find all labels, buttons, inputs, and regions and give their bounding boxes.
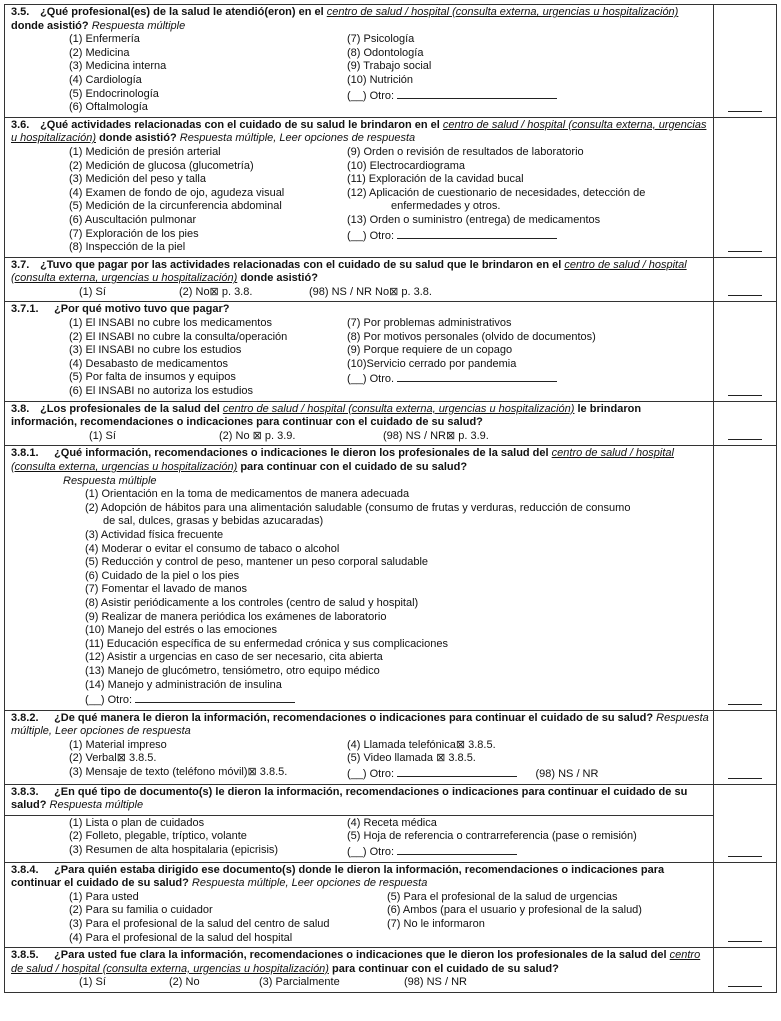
question-3-7 bbox=[4, 257, 777, 302]
option[interactable]: (7) No le informaron bbox=[387, 918, 485, 930]
option[interactable]: (7) Fomentar el lavado de manos bbox=[85, 583, 248, 596]
option[interactable]: (2) El INSABI no cubre la consulta/operación bbox=[69, 330, 288, 343]
question-text: 3.8.1. ¿Qué información, recomendaciones o indicaciones le dieron los profesionales de la salud del centro de salud / hospital (consulta externa, urgencias u hospitalización) para continuar con el cuidado de su salud? bbox=[11, 447, 674, 473]
answer-box[interactable] bbox=[714, 948, 776, 992]
option[interactable]: (13) Manejo de glucómetro, tensiómetro, otro equipo médico bbox=[85, 664, 380, 677]
option[interactable]: (6) Oftalmología bbox=[69, 101, 148, 114]
option[interactable]: (4) Receta médica bbox=[347, 816, 437, 829]
option[interactable]: (10) Nutrición bbox=[347, 73, 414, 86]
question-text: 3.8. ¿Los profesionales de la salud del centro de salud / hospital (consulta externa, urgencias u hospitalización) le brindaron información, recomendaciones o indicaciones para continuar con el cuidado de su salud? bbox=[11, 402, 642, 429]
option[interactable]: (2) Verbal⊠ 3.8.5. bbox=[69, 752, 157, 765]
option[interactable]: (3) Parcialmente bbox=[259, 976, 340, 989]
option[interactable]: (5) Video llamada ⊠ 3.8.5. bbox=[347, 752, 476, 765]
question-3-8 bbox=[4, 401, 777, 446]
option[interactable]: (5) Medición de la circunferencia abdominal bbox=[69, 200, 282, 213]
other-input-line[interactable] bbox=[397, 766, 517, 777]
options-left bbox=[11, 739, 347, 782]
question-hint: Respuesta múltiple bbox=[63, 474, 157, 487]
option-other[interactable]: (__) Otro: (98) NS / NR bbox=[347, 768, 599, 781]
option[interactable]: (98) NS / NR No⊠ p. 3.8. bbox=[309, 285, 432, 298]
question-text: 3.7.1. ¿Por qué motivo tuvo que pagar? bbox=[11, 303, 230, 316]
option[interactable]: (6) Auscultación pulmonar bbox=[69, 213, 197, 226]
option[interactable]: (12) Asistir a urgencias en caso de ser necesario, cita abierta bbox=[85, 651, 383, 664]
option[interactable]: (1) Orientación en la toma de medicamentos de manera adecuada bbox=[85, 488, 410, 501]
option[interactable]: (98) NS / NR⊠ p. 3.9. bbox=[383, 429, 489, 442]
answer-box[interactable] bbox=[714, 446, 776, 709]
option-continuation: enfermedades y otros. bbox=[391, 200, 501, 213]
options-right bbox=[347, 33, 709, 115]
question-3-8-2 bbox=[4, 710, 777, 784]
option[interactable]: (2) No ⊠ p. 3.9. bbox=[219, 429, 296, 442]
options-right bbox=[347, 317, 709, 399]
option[interactable]: (4) Cardiología bbox=[69, 73, 142, 86]
question-3-8-3 bbox=[4, 784, 777, 862]
question-text: 3.8.5. ¿Para usted fue clara la información, recomendaciones o indicaciones que le dieron los profesionales de la salud del centro de salud / hospital (consulta externa, urgencias u hospitalización) para continuar con el cuidado de su salud? bbox=[11, 949, 701, 975]
options-right bbox=[347, 739, 709, 782]
option[interactable]: (10)Servicio cerrado por pandemia bbox=[347, 357, 517, 370]
options-row bbox=[11, 430, 709, 444]
question-3-8-5 bbox=[4, 947, 777, 993]
question-text: 3.8.2. ¿De qué manera le dieron la información, recomendaciones o indicaciones para continuar el cuidado de su salud? Respuesta múltiple, Leer opciones de respuesta bbox=[11, 711, 709, 738]
answer-box[interactable] bbox=[714, 118, 776, 257]
questionnaire-form bbox=[4, 4, 777, 993]
option[interactable]: (4) Para el profesional de la salud del hospital bbox=[69, 931, 293, 944]
option[interactable]: (8) Por motivos personales (olvido de documentos) bbox=[347, 330, 596, 343]
option[interactable]: (7) Exploración de los pies bbox=[69, 227, 199, 240]
options-right bbox=[347, 817, 709, 860]
option[interactable]: (6) El INSABI no autoriza los estudios bbox=[69, 385, 254, 398]
option[interactable]: (11) Educación específica de su enfermedad crónica y sus complicaciones bbox=[85, 637, 448, 650]
option[interactable]: (1) Lista o plan de cuidados bbox=[69, 816, 205, 829]
question-text: 3.5. ¿Qué profesional(es) de la salud le atendió(eron) en el centro de salud / hospital (consulta externa, urgencias u hospitalización) donde asistió? Respuesta múltiple bbox=[11, 6, 679, 32]
options-row bbox=[11, 976, 709, 990]
option[interactable]: (98) NS / NR bbox=[535, 768, 599, 781]
option[interactable]: (4) Examen de fondo de ojo, agudeza visual bbox=[69, 186, 285, 199]
option[interactable]: (9) Realizar de manera periódica los exámenes de laboratorio bbox=[85, 610, 387, 623]
option[interactable]: (5) Por falta de insumos y equipos bbox=[69, 371, 236, 384]
option[interactable]: (10) Manejo del estrés o las emociones bbox=[85, 624, 277, 637]
question-text: 3.8.3. ¿En qué tipo de documento(s) le dieron la información, recomendaciones o indicaciones para continuar el cuidado de su salud? Respuesta múltiple bbox=[11, 785, 688, 812]
options-right bbox=[347, 146, 709, 255]
option-other[interactable]: (__) Otro: bbox=[85, 692, 709, 708]
option[interactable]: (6) Ambos (para el usuario y profesional de la salud) bbox=[387, 904, 642, 917]
other-input-line[interactable] bbox=[397, 88, 557, 99]
option-continuation: de sal, dulces, grasas y bebidas azucaradas) bbox=[103, 515, 324, 528]
option[interactable]: (9) Porque requiere de un copago bbox=[347, 344, 513, 357]
option[interactable]: (98) NS / NR bbox=[404, 976, 467, 989]
option[interactable]: (3) Resumen de alta hospitalaria (epicrisis) bbox=[69, 844, 279, 857]
option[interactable]: (1) El INSABI no cubre los medicamentos bbox=[69, 317, 272, 330]
option-other[interactable]: (__) Otro. bbox=[347, 371, 709, 387]
options-row bbox=[11, 286, 709, 300]
other-input-line[interactable] bbox=[397, 371, 557, 382]
other-input-line[interactable] bbox=[397, 228, 557, 239]
options-left bbox=[11, 817, 347, 860]
option[interactable]: (2) Medicina bbox=[69, 46, 130, 59]
option[interactable]: (2) Folleto, plegable, tríptico, volante bbox=[69, 830, 247, 843]
question-3-7-1 bbox=[4, 301, 777, 400]
answer-box[interactable] bbox=[714, 5, 776, 117]
options-list bbox=[11, 488, 709, 708]
answer-box[interactable] bbox=[714, 302, 776, 400]
question-3-8-4 bbox=[4, 862, 777, 948]
options-right bbox=[387, 891, 709, 945]
option[interactable]: (3) El INSABI no cubre los estudios bbox=[69, 344, 242, 357]
option[interactable]: (4) Desabasto de medicamentos bbox=[69, 357, 228, 370]
option[interactable]: (9) Orden o revisión de resultados de laboratorio bbox=[347, 145, 584, 158]
option[interactable]: (2) Adopción de hábitos para una alimentación saludable (consumo de frutas y verduras, reducción de consumo bbox=[85, 501, 631, 514]
option[interactable]: (13) Orden o suministro (entrega) de medicamentos bbox=[347, 213, 601, 226]
question-3-8-1 bbox=[4, 445, 777, 709]
option[interactable]: (10) Electrocardiograma bbox=[347, 159, 465, 172]
option[interactable]: (3) Medición del peso y talla bbox=[69, 173, 206, 186]
option[interactable]: (7) Por problemas administrativos bbox=[347, 317, 512, 330]
option[interactable]: (8) Odontología bbox=[347, 46, 424, 59]
option[interactable]: (5) Para el profesional de la salud de urgencias bbox=[387, 890, 618, 903]
option[interactable]: (4) Llamada telefónica⊠ 3.8.5. bbox=[347, 738, 496, 751]
option[interactable]: (2) No bbox=[169, 976, 200, 989]
option[interactable]: (1) Material impreso bbox=[69, 738, 167, 751]
option[interactable]: (7) Psicología bbox=[347, 33, 415, 46]
option[interactable]: (3) Medicina interna bbox=[69, 60, 167, 73]
option-other[interactable]: (__) Otro: bbox=[347, 844, 709, 860]
option[interactable]: (3) Para el profesional de la salud del centro de salud bbox=[69, 918, 330, 930]
other-input-line[interactable] bbox=[135, 692, 295, 703]
question-3-5 bbox=[4, 4, 777, 117]
option[interactable]: (12) Aplicación de cuestionario de necesidades, detección de bbox=[347, 186, 646, 199]
option[interactable]: (9) Trabajo social bbox=[347, 60, 432, 73]
option[interactable]: (1) Sí bbox=[89, 429, 116, 442]
options-left bbox=[11, 891, 387, 945]
option[interactable]: (1) Para usted bbox=[69, 890, 139, 903]
answer-box[interactable] bbox=[714, 785, 776, 862]
question-text: 3.8.4. ¿Para quién estaba dirigido ese documento(s) donde le dieron la información, recomendaciones o indicaciones para continuar el cuidado de su salud? Respuesta múltiple, Leer opciones de respuesta bbox=[11, 863, 665, 890]
option[interactable]: (2) No⊠ p. 3.8. bbox=[179, 285, 253, 298]
option-other[interactable]: (__) Otro: bbox=[347, 228, 709, 244]
question-text: 3.7. ¿Tuvo que pagar por las actividades relacionadas con el cuidado de su salud que le brindaron en el centro de salud / hospital (consulta externa, urgencias u hospitalización) donde asistió? bbox=[11, 258, 687, 285]
answer-box[interactable] bbox=[714, 863, 776, 948]
answer-box[interactable] bbox=[714, 258, 776, 302]
answer-box[interactable] bbox=[714, 402, 776, 446]
option[interactable]: (1) Sí bbox=[79, 285, 106, 298]
options-left bbox=[11, 146, 347, 255]
option[interactable]: (6) Cuidado de la piel o los pies bbox=[85, 569, 240, 582]
option[interactable]: (3) Mensaje de texto (teléfono móvil)⊠ 3.8.5. bbox=[69, 766, 288, 779]
option[interactable]: (8) Inspección de la piel bbox=[69, 241, 186, 254]
question-text: 3.6. ¿Qué actividades relacionadas con el cuidado de su salud le brindaron en el centro de salud / hospital (consulta externa, urgencias u hospitalización) donde asistió? Respuesta múltiple, Leer opciones de respuesta bbox=[11, 118, 707, 145]
other-input-line[interactable] bbox=[397, 844, 517, 855]
question-3-6 bbox=[4, 117, 777, 257]
option[interactable]: (11) Exploración de la cavidad bucal bbox=[347, 173, 524, 186]
option[interactable]: (1) Enfermería bbox=[69, 33, 140, 46]
option[interactable]: (1) Sí bbox=[79, 976, 106, 989]
option[interactable]: (1) Medición de presión arterial bbox=[69, 145, 221, 158]
options-left bbox=[11, 317, 347, 399]
option[interactable]: (5) Endocrinología bbox=[69, 87, 159, 100]
option[interactable]: (8) Asistir periódicamente a los controles (centro de salud y hospital) bbox=[85, 596, 419, 609]
option[interactable]: (14) Manejo y administración de insulina bbox=[85, 678, 282, 691]
option-other[interactable]: (__) Otro: bbox=[347, 88, 709, 104]
option[interactable]: (5) Reducción y control de peso, mantener un peso corporal saludable bbox=[85, 556, 429, 569]
option[interactable]: (2) Medición de glucosa (glucometría) bbox=[69, 159, 254, 172]
options-left bbox=[11, 33, 347, 115]
option[interactable]: (4) Moderar o evitar el consumo de tabaco o alcohol bbox=[85, 542, 340, 555]
answer-box[interactable] bbox=[714, 711, 776, 784]
option[interactable]: (2) Para su familia o cuidador bbox=[69, 904, 213, 917]
option[interactable]: (5) Hoja de referencia o contrarreferencia (pase o remisión) bbox=[347, 830, 637, 843]
option[interactable]: (3) Actividad física frecuente bbox=[85, 528, 224, 541]
